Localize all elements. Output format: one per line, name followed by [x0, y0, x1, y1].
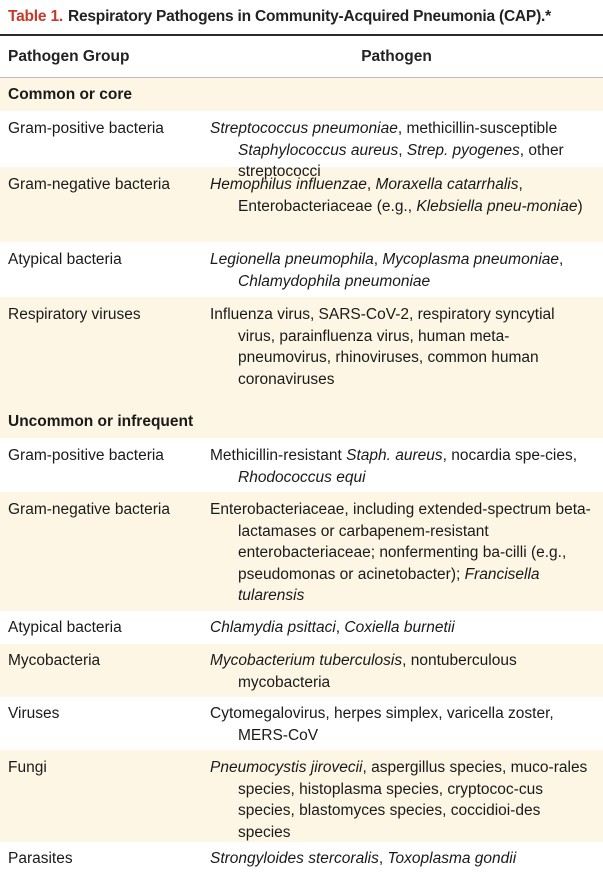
table-row: [0, 242, 603, 297]
table-row: [0, 750, 603, 842]
table-row: [0, 644, 603, 697]
pathogen-cell: Chlamydia psittaci, Coxiella burnetii: [210, 619, 455, 636]
column-header-pathogen: Pathogen: [361, 47, 432, 65]
pathogen-cell: Pneumocystis jirovecii, aspergillus species, muco-rales species, histoplasma species, cryptococ-cus species, blastomyces species, coccidioi-des species: [210, 759, 588, 841]
section-heading: Common or core: [0, 78, 603, 111]
pathogen-group-cell: Gram-negative bacteria: [8, 501, 170, 518]
pathogen-group-cell: Viruses: [8, 705, 60, 722]
table-row: [0, 842, 603, 875]
table-row: [0, 697, 603, 750]
pathogen-cell: Legionella pneumophila, Mycoplasma pneumoniae, Chlamydophila pneumoniae: [210, 251, 564, 290]
table-caption: Respiratory Pathogens in Community-Acquired Pneumonia (CAP).*: [67, 8, 551, 25]
table-row: [0, 111, 603, 180]
pathogen-group-cell: Fungi: [8, 759, 47, 776]
table-row: [0, 297, 603, 405]
pathogen-group-cell: Gram-positive bacteria: [8, 120, 164, 137]
pathogen-cell: Enterobacteriaceae, including extended-spectrum beta-lactamases or carbapenem-resistant enterobacteriaceae; nonfermenting ba-cilli (e.g., pseudomonas or acinetobacter); Francisella tularensis: [210, 501, 591, 604]
pathogen-group-cell: Mycobacteria: [8, 652, 101, 669]
pathogen-group-cell: Gram-negative bacteria: [8, 176, 170, 193]
pathogen-group-cell: Atypical bacteria: [8, 251, 122, 268]
pathogen-group-cell: Gram-positive bacteria: [8, 447, 164, 464]
section-heading: Uncommon or infrequent: [0, 405, 603, 438]
pathogen-group-cell: Atypical bacteria: [8, 619, 122, 636]
table-row: [0, 611, 603, 644]
table-row: [0, 167, 603, 242]
column-header-pathogen-group: Pathogen Group: [8, 47, 130, 65]
table-title: [0, 0, 603, 34]
pathogen-cell: Strongyloides stercoralis, Toxoplasma gondii: [210, 850, 517, 867]
pathogen-group-cell: Respiratory viruses: [8, 306, 141, 323]
column-header-row: [0, 36, 603, 78]
table-row: [0, 438, 603, 492]
pathogen-cell: Hemophilus influenzae, Moraxella catarrhalis, Enterobacteriaceae (e.g., Klebsiella pneu-moniae): [210, 176, 583, 215]
pathogen-group-cell: Parasites: [8, 850, 73, 867]
pathogen-cell: Cytomegalovirus, herpes simplex, varicella zoster, MERS-CoV: [210, 705, 554, 744]
table-number: Table 1.: [8, 8, 63, 25]
pathogen-cell: Streptococcus pneumoniae, methicillin-susceptible Staphylococcus aureus, Strep. pyogenes, other streptococci: [210, 120, 564, 180]
pathogen-cell: Methicillin-resistant Staph. aureus, nocardia spe-cies, Rhodococcus equi: [210, 447, 578, 486]
table-body: [0, 78, 603, 875]
pathogen-cell: Mycobacterium tuberculosis, nontuberculous mycobacteria: [210, 652, 517, 691]
table-row: [0, 492, 603, 611]
pathogen-cell: Influenza virus, SARS-CoV-2, respiratory syncytial virus, parainfluenza virus, human meta-pneumovirus, rhinoviruses, common human coronaviruses: [210, 306, 555, 388]
